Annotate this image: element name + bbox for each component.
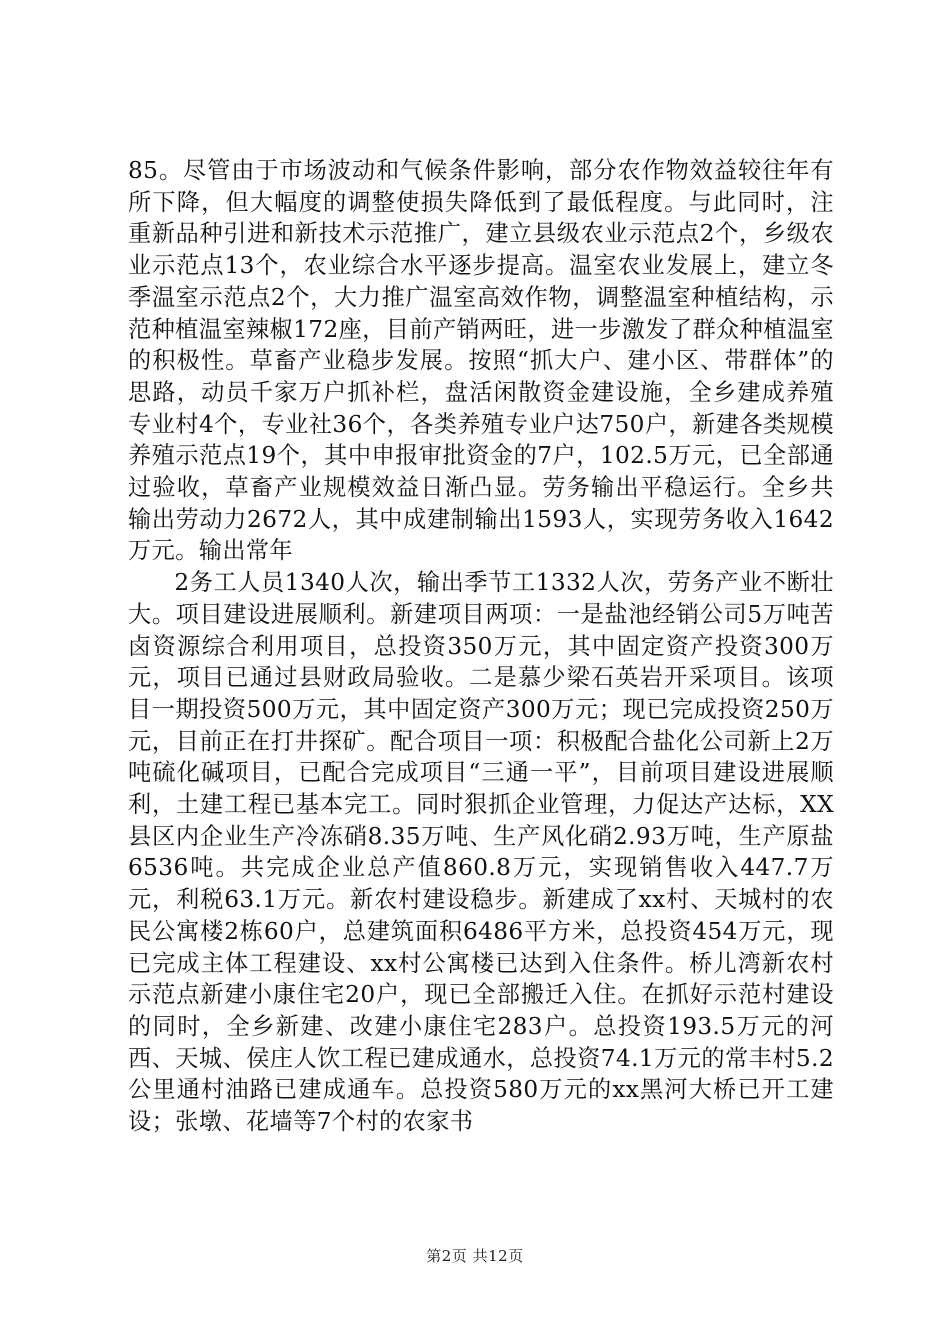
page-number-label: 第2页 共12页 [426, 1247, 524, 1265]
document-body [128, 155, 834, 1138]
paragraph-2: 2务工人员1340人次，输出季节工1332人次，劳务产业不断壮大。项目建设进展顺利。新建项目两项：一是盐池经销公司5万吨苦卤资源综合利用项目，总投资350万元，其中固定资产投资300万元，项目已通过县财政局验收。二是慕少梁石英岩开采项目。该项目一期投资500万元，其中固定资产300万元；现已完成投资250万元，目前正在打井探矿。配合项目一项：积极配合盐化公司新上2万吨硫化碱项目，已配合完成项目“三通一平”，目前项目建设进展顺利，土建工程已基本完工。同时狠抓企业管理，力促达产达标，XX县区内企业生产冷冻硝8.35万吨、生产风化硝2.93万吨，生产原盐6536吨。共完成企业总产值860.8万元，实现销售收入447.7万元，利税63.1万元。新农村建设稳步。新建成了xx村、天城村的农民公寓楼2栋60户，总建筑面积6486平方米，总投资454万元，现已完成主体工程建设、xx村公寓楼已达到入住条件。桥儿湾新农村示范点新建小康住宅20户，现已全部搬迁入住。在抓好示范村建设的同时，全乡新建、改建小康住宅283户。总投资193.5万元的河西、天城、侯庄人饮工程已建成通水，总投资74.1万元的常丰村5.2公里通村油路已建成通车。总投资580万元的xx黑河大桥已开工建设；张墩、花墙等7个村的农家书 [128, 569, 834, 1136]
page-footer [0, 1245, 950, 1266]
paragraph-1: 85。尽管由于市场波动和气候条件影响，部分农作物效益较往年有所下降，但大幅度的调整使损失降低到了最低程度。与此同时，注重新品种引进和新技术示范推广，建立县级农业示范点2个，乡级农业示范点13个，农业综合水平逐步提高。温室农业发展上，建立冬季温室示范点2个，大力推广温室高效作物，调整温室种植结构，示范种植温室辣椒172座，目前产销两旺，进一步激发了群众种植温室的积极性。草畜产业稳步发展。按照“抓大户、建小区、带群体”的思路，动员千家万户抓补栏，盘活闲散资金建设施，全乡建成养殖专业村4个，专业社36个，各类养殖专业户达750户，新建各类规模养殖示范点19个，其中申报审批资金的7户，102.5万元，已全部通过验收，草畜产业规模效益日渐凸显。劳务输出平稳运行。全乡共输出劳动力2672人，其中成建制输出1593人，实现劳务收入1642万元。输出常年 [128, 157, 834, 565]
